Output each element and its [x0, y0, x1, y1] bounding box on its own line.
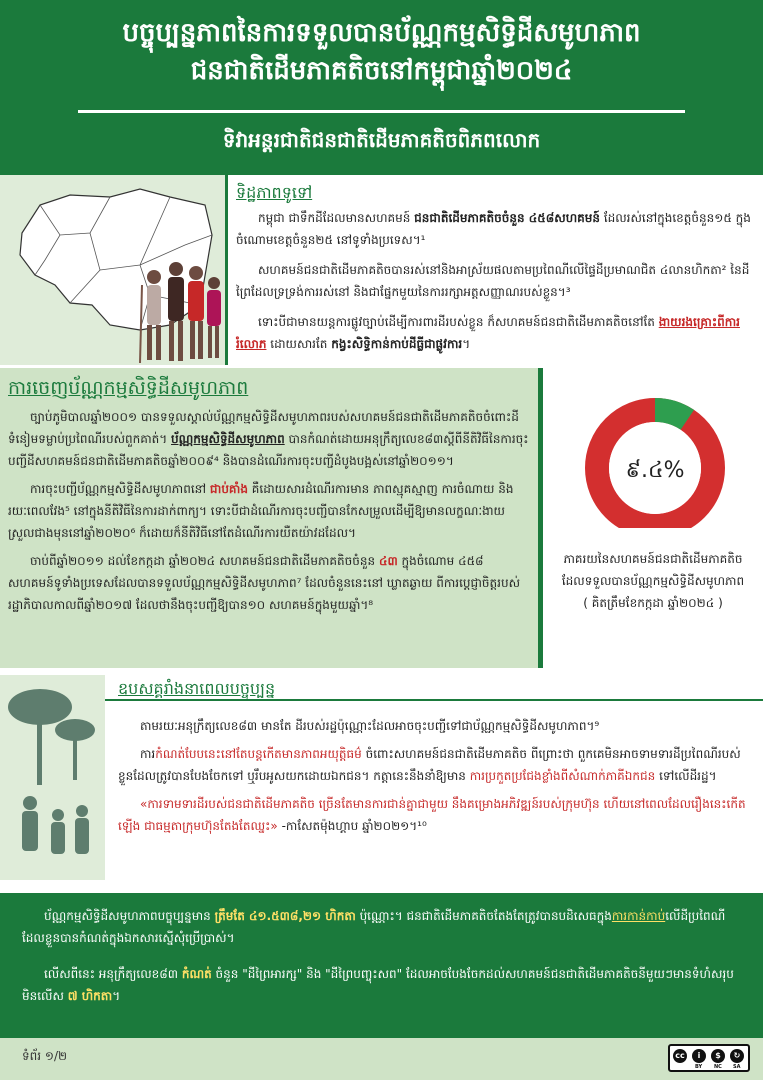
- text: ការចុះបញ្ជីប័ណ្ណកម្មសិទ្ធិដីសមូហភាពនៅ: [30, 482, 210, 496]
- highlight-text: ការកាន់កាប់: [611, 909, 666, 923]
- stat-caption: ភាគរយនៃសហគមន៍ជនជាតិដើមភាគតិចដែលទទួលបានប័ណ្ណកម្មសិទ្ធិដីសមូហភាព ( គិតត្រឹមខែកក្កដា ឆ្នាំ២០២៤ ): [561, 552, 745, 610]
- nc-icon: $: [711, 1049, 725, 1063]
- text: ច្បាប់ភូមិបាលឆ្នាំ២០០១ បានទទួលស្គាល់ប័ណ្ណកម្មសិទ្ធិដីសមូហភាពរបស់សហគមន៍ជនជាតិដើមភាគតិចចំពោះដីទំនៀមទម្លាប់ប្រពៃណីរបស់ពួកគាត់។: [8, 410, 519, 446]
- text-bold: ជនជាតិដើមភាគតិចចំនួន ៤៥៨សហគមន៍: [414, 211, 600, 225]
- overview-p2: សហគមន៍ជនជាតិដើមភាគតិចបានរស់នៅនិងអាស្រ័យផលតាមប្រពៃណីលើផ្ទៃដីប្រមាណជិត ៤លានហិកតា² នៃដីព្រៃដែលទ្រទ្រង់ការរស់នៅ និងជាផ្នែកមួយនៃការរក្សាអត្តសញ្ញាណរបស់ខ្លួន។³: [236, 263, 750, 299]
- challenges-quote: [118, 793, 748, 837]
- challenges-p1: តាមរយៈអនុក្រឹត្យលេខ៨៣ មានតែ ដីរបស់រដ្ឋប៉ុណ្ណោះដែលអាចចុះបញ្ជីទៅជាប័ណ្ណកម្មសិទ្ធិដីសមូហភាព។⁹: [140, 719, 600, 733]
- text: ប័ណ្ណកម្មសិទ្ធិដីសមូហភាពបច្ចុប្បន្នមាន: [44, 909, 215, 923]
- text-bold: កង្វះសិទ្ធិកាន់កាប់ដីធ្លីជាផ្លូវការ: [331, 337, 463, 351]
- footer: [0, 1038, 763, 1080]
- percent-label: ៩.៤%: [625, 458, 685, 483]
- highlight-text: ជាប់គាំង: [209, 482, 248, 496]
- text: ដោយសារតែ: [266, 337, 332, 351]
- highlight-text: ការប្រកួតប្រជែងខ្លាំងពីសំណាក់ភាគីឯកជន: [469, 769, 656, 783]
- challenges-section: [0, 675, 763, 880]
- nc-label: NC: [714, 1064, 722, 1070]
- challenges-p2: [118, 743, 748, 787]
- issuance-text-panel: [0, 368, 538, 668]
- title-line-1: បច្ចុប្បន្នភាពនៃការទទួលបានប័ណ្ណកម្មសិទ្ធិដីសមូហភាព: [122, 18, 641, 48]
- challenges-text: [118, 715, 748, 837]
- by-label: BY: [695, 1064, 703, 1070]
- issuance-section: [0, 368, 763, 668]
- sa-label: SA: [733, 1064, 741, 1070]
- text: លើសពីនេះ អនុក្រឹត្យលេខ៨៣: [44, 967, 182, 981]
- header: [0, 0, 763, 175]
- quote-source: -កាសែតម៉ុងហ្គាប ឆ្នាំ២០២១។¹⁰: [277, 819, 427, 833]
- highlight-text: កំណត់: [181, 967, 212, 981]
- stat-panel: [543, 368, 763, 668]
- highlight-text: កំណត់បែបនេះនៅតែបន្តកើតមានភាពអយុត្តិធម៌: [155, 747, 362, 761]
- subtitle: ទិវាអន្តរជាតិជនជាតិដើមភាគតិចពិភពលោក: [222, 128, 541, 152]
- text: ។: [462, 337, 471, 351]
- issuance-p1: [8, 406, 530, 472]
- text: ការ: [140, 747, 156, 761]
- text: ប៉ុណ្ណោះ។ ជនជាតិដើមភាគតិចតែងតែត្រូវបានបដិសេធក្នុង: [355, 909, 612, 923]
- illustration-panel: [0, 675, 105, 880]
- text: ដែលរស់នៅក្នុងខេត្តចំនួន១៥ ក្នុងចំណោមខេត្តចំនួន២៥ នៅទូទាំងប្រទេស។¹: [236, 211, 751, 247]
- text: ចំពោះសហគមន៍ជនជាតិដើមភាគតិច ពីព្រោះថា ពួកគេមិនអាចទាមទារដីប្រពៃណីរបស់ខ្លួនដែលត្រូវបានបែងចែកទៅ ឬរឹបអូសយកដោយឯកជន។ កត្តានេះនឹងនាំឱ្យមាន: [118, 747, 741, 783]
- sa-icon: ↻: [730, 1049, 744, 1063]
- text: គឺដោយសារដំណើរការមាន ភាពស្មុគស្មាញ ការចំណាយ និង រយៈពេលវែង⁵ នៅក្នុងនីតិវិធីនៃការដាក់ពាក្យ។ ទោះបីជាដំណើរការចុះបញ្ជីបានកែសម្រួលដើម្បីឱ្យមានលក្ខណៈងាយស្រួលជាងមុននៅឆ្នាំ២០២០⁶ ក៏ដោយក៏នីតិវិធីនៅតែដំណើរការយឺតយ៉ាវដដែល។: [8, 482, 514, 540]
- text: កម្ពុជា ជាទឹកដីដែលមានសហគមន៍: [258, 211, 415, 225]
- text: ក្នុងចំណោម ៤៥៨ សហគមន៍ទូទាំងប្រទេសដែលបានទទួលប័ណ្ណកម្មសិទ្ធិដីសមូហភាព⁷ ដែលចំនួននេះនៅ ឃ្លាតឆ្ងាយ ពីការប្តេជ្ញាចិត្តរបស់រដ្ឋាភិបាលកាលពីឆ្នាំ២០១៧ ដែលថានឹងចុះបញ្ជីឱ្យបាន១០ សហគមន៍ក្នុងមួយឆ្នាំ។⁸: [8, 554, 521, 612]
- header-divider: [78, 110, 685, 113]
- people-icon: [136, 255, 226, 365]
- text: ចំនួន "ដីព្រៃអារក្ស" និង "ដីព្រៃបញ្ចុះសព" ដែលអាចបែងចែកដល់សហគមន៍ជនជាតិដើមភាគតិចនីមួយៗមានទំហំសរុបមិនលើស: [22, 967, 734, 1003]
- map-illustration: [0, 175, 225, 365]
- text: ទោះបីជាមានយន្តការផ្លូវច្បាប់ដើម្បីការពារដីរបស់ខ្លួន ក៏សហគមន៍ជនជាតិដើមភាគតិចនៅតែ: [258, 315, 659, 329]
- text-bold: ប័ណ្ណកម្មសិទ្ធិដីសមូហភាព: [171, 432, 285, 446]
- by-icon: i: [692, 1049, 706, 1063]
- challenges-divider: [105, 699, 763, 701]
- summary-p2: [22, 963, 744, 1007]
- cc-license-badge: [668, 1044, 750, 1072]
- percent-donut: [543, 368, 763, 528]
- issuance-p2: [8, 478, 530, 544]
- highlight-text: ៤៣: [378, 554, 398, 568]
- overview-section: [0, 175, 763, 365]
- page-number: ទំព័រ ១/២: [22, 1049, 68, 1063]
- challenges-title: ឧបសគ្គរាំងនាពេលបច្ចុប្បន្ន: [118, 679, 276, 698]
- overview-p1: [236, 207, 751, 251]
- text: លើដីប្រពៃណីដែលខ្លួនបានកំណត់ក្នុងឯកសារស្នើសុំប្រើប្រាស់។: [22, 909, 726, 945]
- summary-section: [0, 893, 763, 1038]
- overview-p3: [236, 311, 751, 355]
- text: ចាប់ពីឆ្នាំ២០១១ ដល់ខែកក្កដា ឆ្នាំ២០២៤ សហគមន៍ជនជាតិដើមភាគតិចចំនួន: [30, 554, 379, 568]
- text: ទៅលើដីរដ្ឋ។: [655, 769, 717, 783]
- text: ។: [112, 989, 121, 1003]
- highlight-text: ងាយរងគ្រោះពីការរំលោភ: [236, 315, 740, 351]
- title-line-2: ជនជាតិដើមភាគតិចនៅកម្ពុជាឆ្នាំ២០២៤: [190, 56, 573, 86]
- highlight-text: ត្រឹមតែ ៤១.៥៣៨,២១ ហិកតា: [214, 909, 356, 923]
- overview-text: [236, 181, 751, 355]
- issuance-p3: [8, 550, 530, 616]
- cc-icon: cc: [673, 1049, 687, 1063]
- issuance-title: ការចេញប័ណ្ណកម្មសិទ្ធិដីសមូហភាព: [8, 377, 249, 399]
- quote-text: «ការទាមទារដីរបស់ជនជាតិដើមភាគតិច ច្រើនតែមានការជាន់គ្នាជាមួយ នឹងគម្រោងអភិវឌ្ឍន៍របស់ក្រុមហ៊ុន ហើយនៅពេលដែលរឿងនេះកើតឡើង ជាធម្មតាក្រុមហ៊ុនតែងតែឈ្នះ»: [118, 797, 746, 833]
- tree-people-icon: [0, 675, 105, 880]
- overview-divider: [225, 175, 228, 365]
- summary-p1: [22, 905, 744, 949]
- highlight-text: ៧ ហិកតា: [67, 989, 113, 1003]
- text: បានកំណត់ដោយអនុក្រឹត្យលេខ៨៣ស្តីពីនីតិវិធីនៃការចុះបញ្ជីដីសហគមន៍ជនជាតិដើមភាគតិចឆ្នាំ២០០៩⁴ និងបានដំណើរការចុះបញ្ជីដំបូងបង្អស់នៅឆ្នាំ២០១១។: [8, 432, 529, 468]
- donut-part-segment: [655, 410, 687, 420]
- overview-title: ទិដ្ឋភាពទូទៅ: [236, 183, 313, 202]
